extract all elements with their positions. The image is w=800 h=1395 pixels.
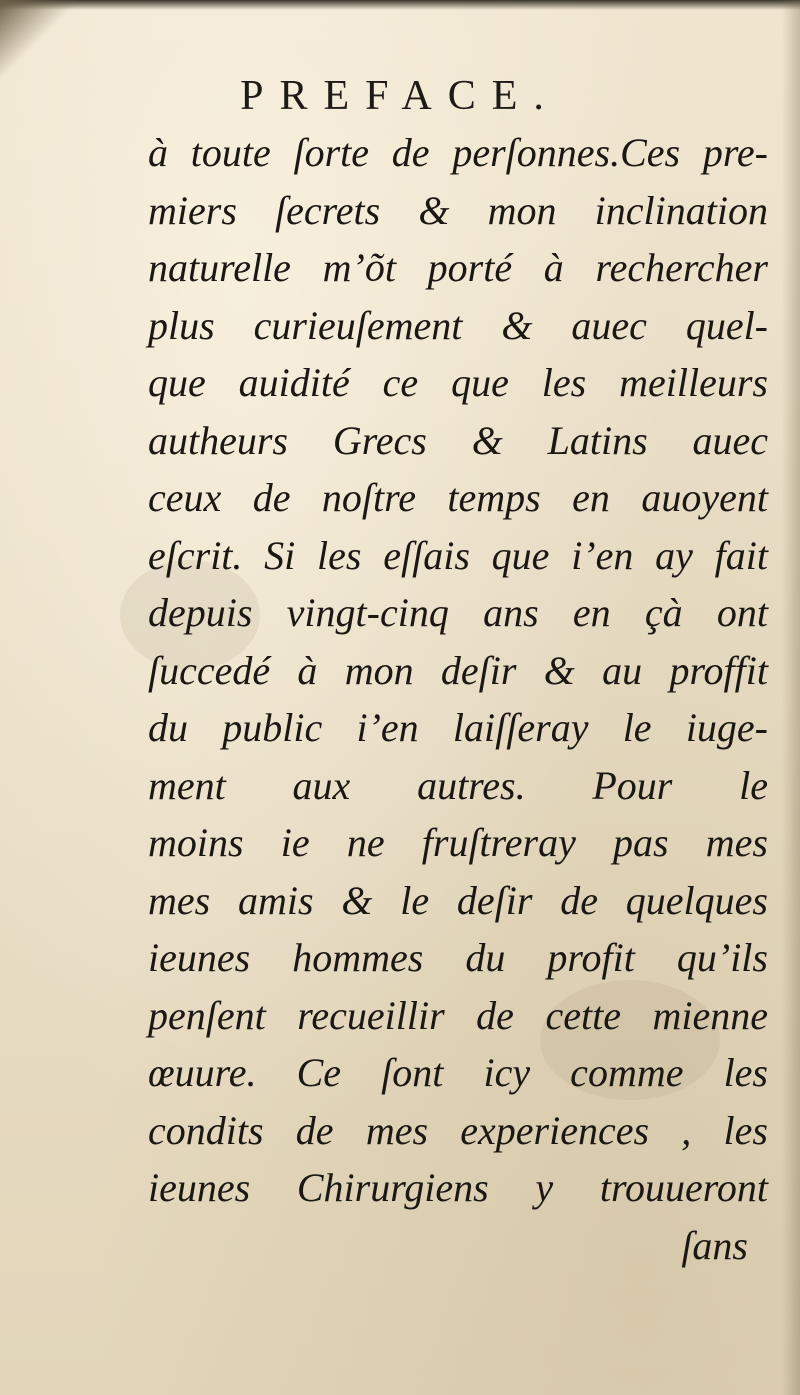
page-top-edge: [0, 0, 800, 10]
text-line: ieunes hommes du profit qu’ils: [148, 935, 768, 980]
text-line: naturelle m’õt porté à rechercher: [148, 245, 768, 290]
text-line: plus curieuſement & auec quel-: [148, 302, 768, 348]
body-text: [148, 124, 768, 1274]
text-line: miers ſecrets & mon inclination: [148, 187, 768, 233]
text-line: penſent recueillir de cette mienne: [148, 992, 768, 1038]
running-head: PREFACE.: [240, 73, 560, 119]
text-line: œuure. Ce ſont icy comme les: [148, 1050, 768, 1095]
text-line: ieunes Chirurgiens y trouueront: [148, 1165, 768, 1210]
text-line: que auidité ce que les meilleurs: [148, 360, 768, 405]
text-line: moins ie ne fruſtreray pas mes: [148, 820, 768, 865]
text-line: ceux de noſtre temps en auoyent: [148, 475, 768, 520]
text-line: du public i’en laiſſeray le iuge-: [148, 705, 768, 750]
text-line: à toute ſorte de perſonnes.Ces pre-: [148, 130, 768, 175]
text-line: depuis vingt-cinq ans en çà ont: [148, 590, 768, 635]
text-line: ſuccedé à mon deſir & au proffit: [148, 647, 768, 693]
text-line: mes amis & le deſir de quelques: [148, 877, 768, 923]
text-line: autheurs Grecs & Latins auec: [148, 417, 768, 463]
text-line: condits de mes experiences , les: [148, 1107, 768, 1153]
text-line: eſcrit. Si les eſſais que i’en ay fait: [148, 532, 768, 578]
catchword: ſans: [681, 1222, 748, 1268]
text-line: ment aux autres. Pour le: [148, 762, 768, 808]
page-right-edge: [782, 0, 800, 1395]
